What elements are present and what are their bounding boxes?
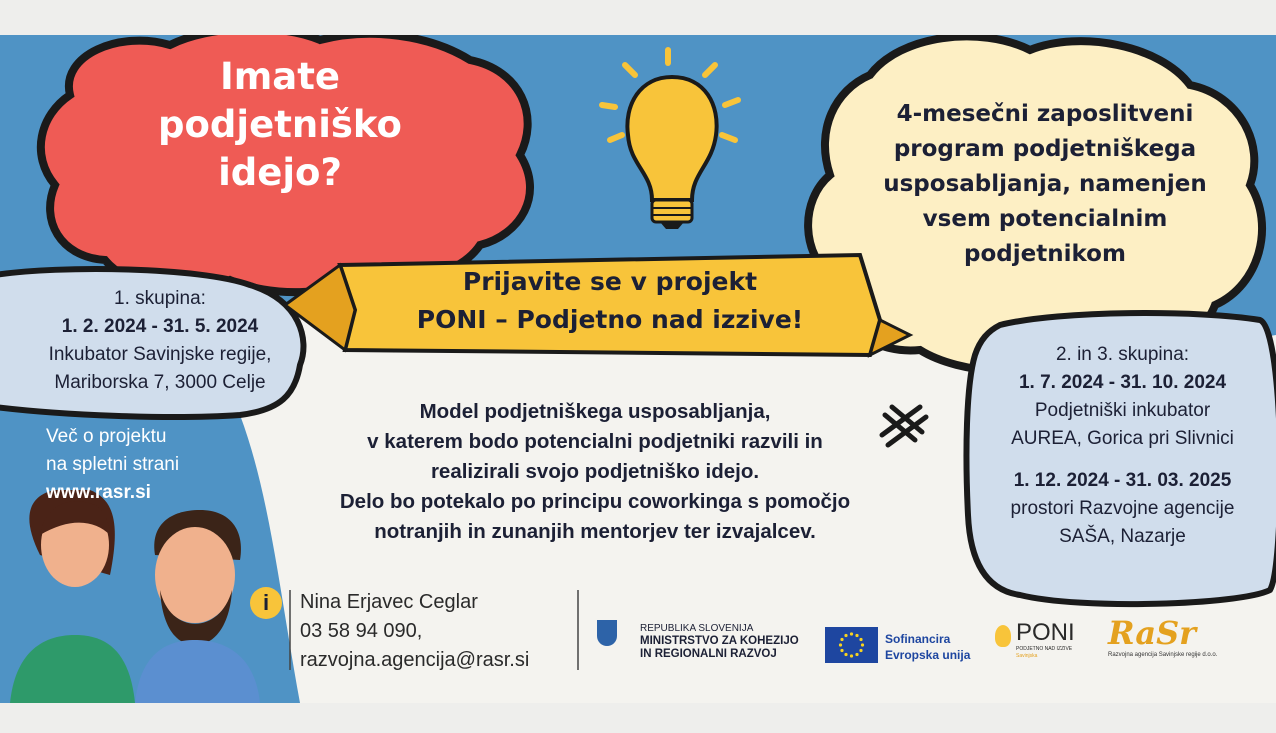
banner-line-2: PONI – Podjetno nad izzive!: [416, 305, 804, 334]
poni-subtitle: PODJETNO NAD IZZIVE: [1016, 646, 1073, 652]
description-line-5: notranjih in zunanjih mentorjev ter izvajalcev.: [374, 520, 816, 543]
eu-flag-icon: [825, 627, 878, 663]
program-line-5: podjetnikom: [964, 241, 1126, 267]
ministry-logo: [640, 622, 830, 661]
group-1-dates: 1. 2. 2024 - 31. 5. 2024: [61, 316, 259, 337]
eu-line-2: Evropska unija: [885, 648, 971, 662]
description-line-4: Delo bo potekalo po principu coworkinga s pomočjo: [339, 490, 851, 513]
poni-subtitle-2: Savinjska: [1016, 653, 1038, 659]
eu-cofunding-text: [885, 631, 985, 663]
rasr-subtitle: Razvojna agencija Savinjske regije d.o.o.: [1108, 652, 1218, 658]
slovenia-coat-of-arms-icon: [597, 620, 617, 646]
group-1-place-2: Mariborska 7, 3000 Celje: [54, 372, 266, 393]
group-2-place-1: Podjetniški inkubator: [1034, 400, 1211, 421]
contact-phone[interactable]: 03 58 94 090,: [300, 620, 423, 642]
group-1-info: [10, 285, 310, 397]
program-line-4: vsem potencialnim: [922, 206, 1168, 232]
headline: [140, 53, 420, 197]
description-line-2: v katerem bodo potencialni podjetniki razvili in: [367, 430, 823, 453]
description-line-3: realizirali svojo podjetniško idejo.: [430, 460, 760, 483]
more-info-line-2: na spletni strani: [46, 454, 180, 475]
contact-info: [300, 588, 580, 675]
project-banner: [345, 263, 875, 339]
model-description: [285, 397, 905, 547]
group-2-dates: 1. 7. 2024 - 31. 10. 2024: [1018, 372, 1227, 393]
banner-line-1: Prijavite se v projekt: [462, 267, 758, 296]
group-3-dates: 1. 12. 2024 - 31. 03. 2025: [1013, 470, 1232, 491]
poni-logo: [1016, 620, 1096, 659]
headline-line-1: Imate: [219, 55, 341, 98]
description-line-1: Model podjetniškega usposabljanja,: [419, 400, 771, 423]
poster-canvas: [0, 35, 1276, 703]
more-info: [46, 423, 246, 507]
program-line-2: program podjetniškega: [893, 136, 1197, 162]
info-icon: i: [250, 587, 282, 619]
headline-line-2: podjetniško: [158, 103, 402, 146]
group-1-title: 1. skupina:: [114, 288, 206, 309]
group-2-3-title: 2. in 3. skupina:: [1055, 344, 1190, 365]
ministry-line-2: MINISTRSTVO ZA KOHEZIJO: [640, 635, 799, 647]
poni-name: PONI: [1016, 619, 1075, 646]
program-description: [850, 97, 1240, 272]
program-line-3: usposabljanja, namenjen: [883, 171, 1207, 197]
contact-email[interactable]: razvojna.agencija@rasr.si: [300, 649, 530, 671]
group-2-3-info: [975, 341, 1270, 551]
group-1-place-1: Inkubator Savinjske regije,: [48, 344, 272, 365]
poni-bulb-icon: [995, 625, 1011, 647]
group-3-place-1: prostori Razvojne agencije: [1010, 498, 1235, 519]
more-info-line-1: Več o projektu: [46, 426, 167, 447]
contact-name: Nina Erjavec Ceglar: [300, 591, 478, 613]
headline-line-3: idejo?: [218, 151, 342, 194]
group-3-place-2: SAŠA, Nazarje: [1059, 526, 1186, 547]
program-line-1: 4-mesečni zaposlitveni: [896, 101, 1194, 127]
group-2-place-2: AUREA, Gorica pri Slivnici: [1011, 428, 1234, 449]
eu-line-1: Sofinancira: [885, 632, 951, 646]
ministry-line-1: REPUBLIKA SLOVENIJA: [640, 623, 754, 634]
website-link[interactable]: www.rasr.si: [46, 482, 151, 503]
rasr-name: RaSr: [1108, 614, 1197, 652]
ministry-line-3: IN REGIONALNI RAZVOJ: [640, 648, 777, 660]
rasr-logo: [1108, 615, 1248, 659]
